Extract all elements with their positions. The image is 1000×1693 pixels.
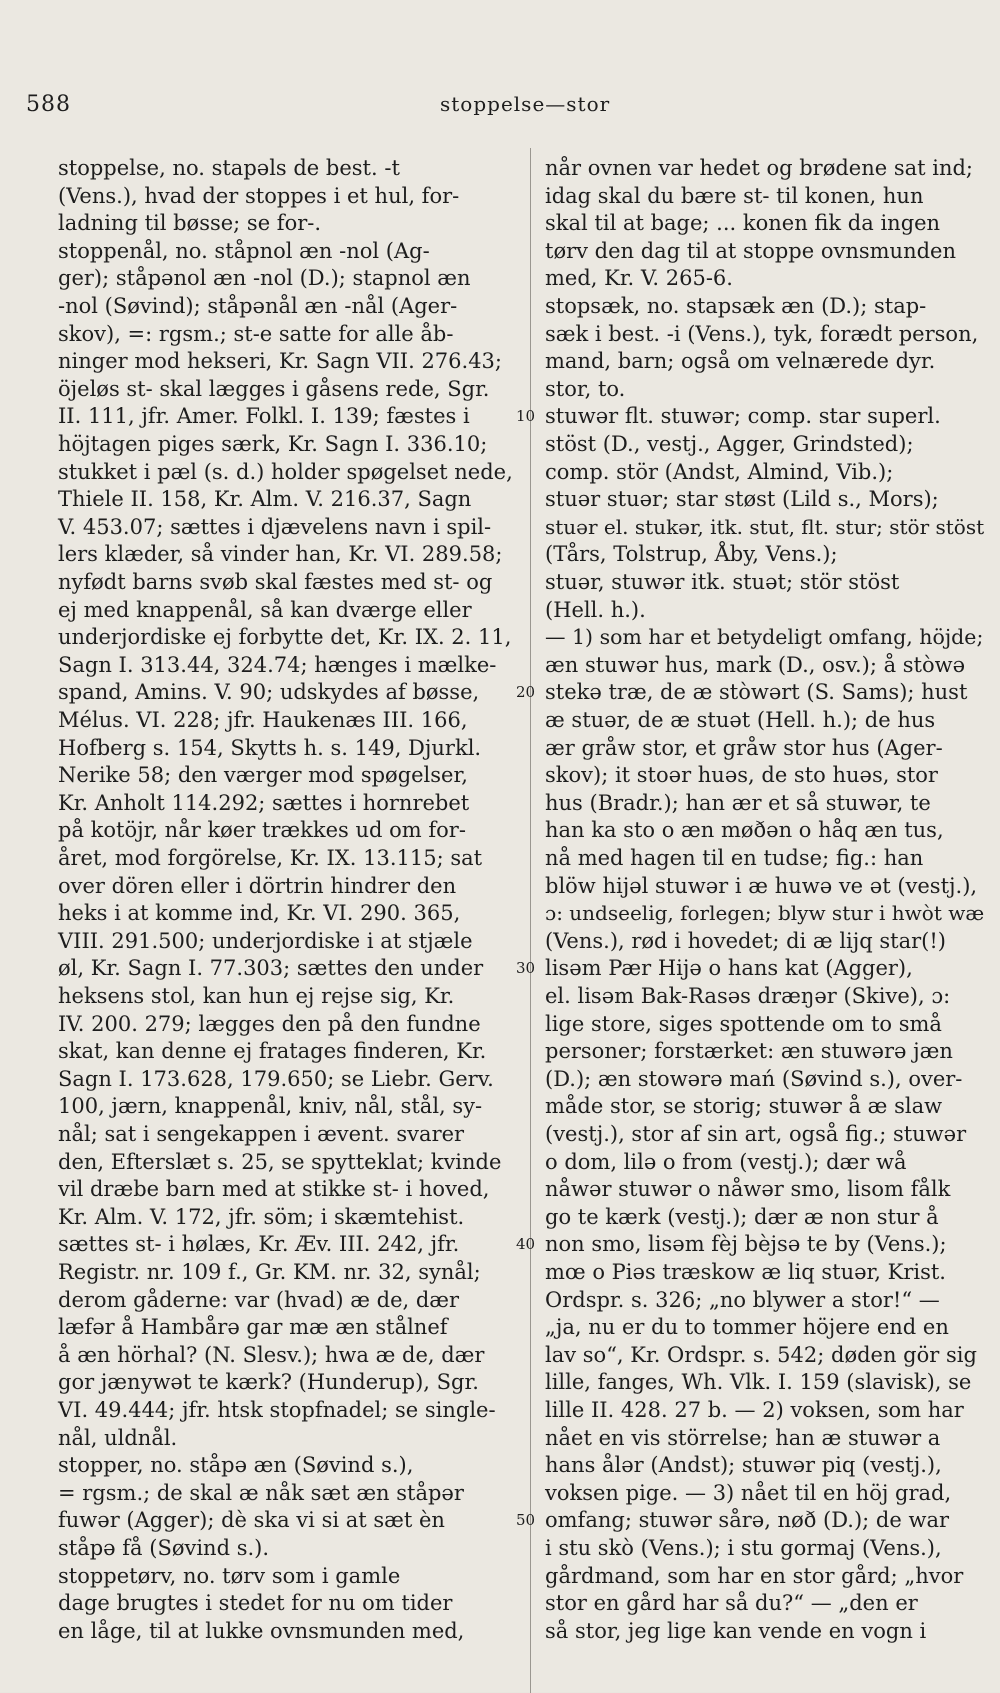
text-line: (Vens.), hvad der stoppes i et hul, for- bbox=[58, 183, 460, 208]
line-number: 10 bbox=[516, 407, 536, 426]
text-line: non smo, lisəm fèj bèjsə te by (Vens.); bbox=[545, 1232, 947, 1257]
left-column bbox=[58, 152, 518, 1652]
column-divider bbox=[530, 148, 531, 1693]
text-line: omfang; stuwər sårə, nøð (D.); de war bbox=[545, 1508, 950, 1533]
line-number: 40 bbox=[516, 1235, 536, 1254]
text-line: II. 111, jfr. Amer. Folkl. I. 139; fæstes i bbox=[58, 404, 470, 429]
text-line: = rgsm.; de skal æ nåk sæt æn ståpər bbox=[58, 1480, 464, 1505]
text-line: o dom, lilə o from (vestj.); dær wå bbox=[545, 1149, 907, 1174]
text-line: stoppetørv, no. tørv som i gamle bbox=[58, 1563, 401, 1588]
text-line: ær gråw stor, et gråw stor hus (Ager- bbox=[545, 735, 943, 760]
text-line: lille, fanges, Wh. Vlk. I. 159 (slavisk), se bbox=[545, 1370, 972, 1395]
text-line: (Hell. h.). bbox=[545, 597, 646, 622]
text-line: gårdmand, som har en stor gård; „hvor bbox=[545, 1563, 964, 1588]
text-line: Hofberg s. 154, Skytts h. s. 149, Djurkl. bbox=[58, 735, 482, 760]
text-line: Nerike 58; den værger mod spøgelser, bbox=[58, 763, 468, 788]
text-line: læfər å Hambårə gar mæ æn stålnef bbox=[58, 1315, 448, 1340]
text-line: (Vens.), rød i hovedet; di æ lijq star(!) bbox=[545, 928, 946, 953]
text-line: stopsæk, no. stapsæk æn (D.); stap- bbox=[545, 294, 927, 318]
text-line: stuər, stuwər itk. stuət; stör stöst bbox=[545, 570, 900, 594]
text-line: öjeløs st- skal lægges i gåsens rede, Sgr. bbox=[58, 376, 490, 401]
page-number: 588 bbox=[26, 92, 71, 117]
text-line: vil dræbe barn med at stikke st- i hoved, bbox=[58, 1177, 490, 1202]
text-line: dage brugtes i stedet for nu om tider bbox=[58, 1591, 453, 1616]
text-line: nål; sat i sengekappen i ævent. svarer bbox=[58, 1122, 465, 1146]
text-line: (vestj.), stor af sin art, også fig.; stuwər bbox=[545, 1122, 967, 1146]
text-line: ger); ståpənol æn -nol (D.); stapnol æn bbox=[58, 266, 471, 291]
text-line: mœ o Piəs træskow æ liq stuər, Krist. bbox=[545, 1260, 946, 1284]
text-line: lisəm Pær Hijə o hans kat (Agger), bbox=[545, 956, 913, 981]
text-line: Kr. Anholt 114.292; sættes i hornrebet bbox=[58, 790, 470, 815]
text-line: lille II. 428. 27 b. — 2) voksen, som har bbox=[545, 1398, 964, 1422]
text-line: V. 453.07; sættes i djævelens navn i spil- bbox=[58, 514, 492, 539]
text-line: gor jænywət te kærk? (Hunderup), Sgr. bbox=[58, 1370, 479, 1395]
text-line: Registr. nr. 109 f., Gr. KM. nr. 32, synål; bbox=[58, 1260, 481, 1284]
text-line: go te kærk (vestj.); dær æ non stur å bbox=[545, 1204, 939, 1229]
text-line: stuər el. stukər, itk. stut, flt. stur; stör stöst bbox=[545, 514, 985, 539]
text-line: stor, to. bbox=[545, 376, 626, 401]
text-line: — 1) som har et betydeligt omfang, höjde; bbox=[545, 625, 984, 650]
text-line: heks i at komme ind, Kr. VI. 290. 365, bbox=[58, 901, 461, 926]
text-line: stopper, no. ståpə æn (Søvind s.), bbox=[58, 1453, 414, 1478]
text-line: Thiele II. 158, Kr. Alm. V. 216.37, Sagn bbox=[58, 487, 472, 512]
text-line: höjtagen piges særk, Kr. Sagn I. 336.10; bbox=[58, 432, 488, 456]
text-line: lav so“, Kr. Ordspr. s. 542; døden gör sig bbox=[545, 1342, 977, 1367]
line-number: 30 bbox=[516, 959, 536, 978]
text-line: (D.); æn stowərə mań (Søvind s.), over- bbox=[545, 1066, 963, 1091]
text-line: hus (Bradr.); han ær et så stuwər, te bbox=[545, 790, 931, 815]
text-line: nyfødt barns svøb skal fæstes med st- og bbox=[58, 570, 493, 594]
text-line: blöw hijəl stuwər i æ huwə ve ət (vestj.), bbox=[545, 873, 978, 898]
text-line: med, Kr. V. 265-6. bbox=[545, 266, 733, 291]
text-line: øl, Kr. Sagn I. 77.303; sættes den under bbox=[58, 956, 484, 981]
text-line: VIII. 291.500; underjordiske i at stjæle bbox=[58, 928, 473, 953]
text-line: heksens stol, kan hun ej rejse sig, Kr. bbox=[58, 984, 455, 1008]
text-line: VI. 49.444; jfr. htsk stopfnadel; se single- bbox=[58, 1398, 496, 1422]
text-line: ej med knappenål, så kan dværge eller bbox=[58, 597, 472, 622]
text-line: stoppelse, no. stapəls de best. -t bbox=[58, 156, 400, 180]
text-line: året, mod forgörelse, Kr. IX. 13.115; sat bbox=[58, 846, 483, 870]
right-column bbox=[545, 152, 985, 1652]
text-line: lige store, siges spottende om to små bbox=[545, 1011, 942, 1036]
text-line: lers klæder, så vinder han, Kr. VI. 289.58; bbox=[58, 542, 503, 567]
text-line: på kotöjr, når køer trækkes ud om for- bbox=[58, 818, 466, 843]
text-line: æn stuwər hus, mark (D., osv.); å stòwə bbox=[545, 652, 966, 677]
text-line: skat, kan denne ej fratages finderen, Kr. bbox=[58, 1039, 487, 1064]
text-line: skov); it stoər huəs, de sto huəs, stor bbox=[545, 763, 938, 788]
page-header bbox=[0, 92, 1000, 122]
text-line: stekə træ, de æ stòwərt (S. Sams); hust bbox=[545, 680, 968, 705]
text-line: stor en gård har så du?“ — „den er bbox=[545, 1591, 918, 1616]
text-line: ninger mod hekseri, Kr. Sagn VII. 276.43; bbox=[58, 349, 502, 374]
text-line: over dören eller i dörtrin hindrer den bbox=[58, 873, 457, 898]
running-head: stoppelse—stor bbox=[440, 92, 611, 116]
text-line: han ka sto o æn møðən o håq æn tus, bbox=[545, 818, 944, 843]
text-line: nåwər stuwər o nåwər smo, lisom fålk bbox=[545, 1177, 951, 1202]
text-line: stukket i pæl (s. d.) holder spøgelset nede, bbox=[58, 459, 513, 484]
text-line: sæk i best. -i (Vens.), tyk, forædt person, bbox=[545, 321, 979, 346]
text-line: „ja, nu er du to tommer höjere end en bbox=[545, 1315, 949, 1340]
text-line: skal til at bage; ... konen fik da ingen bbox=[545, 211, 941, 236]
text-line: voksen pige. — 3) nået til en höj grad, bbox=[545, 1480, 952, 1505]
text-line: personer; forstærket: æn stuwərə jæn bbox=[545, 1039, 953, 1064]
text-line: Kr. Alm. V. 172, jfr. söm; i skæmtehist. bbox=[58, 1204, 465, 1229]
text-line: fuwər (Agger); dè ska vi si at sæt èn bbox=[58, 1508, 445, 1533]
text-line: en låge, til at lukke ovnsmunden med, bbox=[58, 1618, 465, 1643]
text-line: æ stuər, de æ stuət (Hell. h.); de hus bbox=[545, 708, 936, 732]
text-line: den, Efterslæt s. 25, se spytteklat; kvinde bbox=[58, 1149, 502, 1174]
text-line: idag skal du bære st- til konen, hun bbox=[545, 183, 924, 208]
text-line: comp. stör (Andst, Almind, Vib.); bbox=[545, 459, 894, 484]
text-line: nået en vis störrelse; han æ stuwər a bbox=[545, 1425, 941, 1450]
text-line: stuər stuər; star støst (Lild s., Mors); bbox=[545, 487, 939, 512]
text-line: skov), =: rgsm.; st-e satte for alle åb- bbox=[58, 321, 454, 346]
text-line: Mélus. VI. 228; jfr. Haukenæs III. 166, bbox=[58, 708, 468, 732]
text-line: hans ålər (Andst); stuwər piq (vestj.), bbox=[545, 1453, 942, 1478]
text-line: stöst (D., vestj., Agger, Grindsted); bbox=[545, 432, 914, 456]
text-line: derom gåderne: var (hvad) æ de, dær bbox=[58, 1287, 460, 1312]
text-line: underjordiske ej forbytte det, Kr. IX. 2. 11, bbox=[58, 625, 512, 650]
text-line: Sagn I. 173.628, 179.650; se Liebr. Gerv. bbox=[58, 1066, 494, 1091]
text-line: el. lisəm Bak-Rasəs dræŋər (Skive), ɔ: bbox=[545, 984, 951, 1008]
text-line: -nol (Søvind); ståpənål æn -nål (Ager- bbox=[58, 294, 458, 318]
text-line: Sagn I. 313.44, 324.74; hænges i mælke- bbox=[58, 652, 497, 677]
text-line: mand, barn; også om velnærede dyr. bbox=[545, 349, 936, 374]
text-line: (Tårs, Tolstrup, Åby, Vens.); bbox=[545, 542, 838, 567]
text-line: når ovnen var hedet og brødene sat ind; bbox=[545, 156, 974, 180]
text-line: ståpə få (Søvind s.). bbox=[58, 1536, 270, 1560]
text-line: så stor, jeg lige kan vende en vogn i bbox=[545, 1618, 927, 1643]
text-line: 100, jærn, knappenål, kniv, nål, stål, sy- bbox=[58, 1094, 483, 1119]
text-line: stoppenål, no. ståpnol æn -nol (Ag- bbox=[58, 238, 430, 263]
text-line: spand, Amins. V. 90; udskydes af bøsse, bbox=[58, 680, 480, 705]
text-line: tørv den dag til at stoppe ovnsmunden bbox=[545, 238, 957, 263]
line-number: 50 bbox=[516, 1511, 536, 1530]
text-line: Ordspr. s. 326; „no blywer a stor!“ — bbox=[545, 1287, 940, 1312]
text-line: stuwər flt. stuwər; comp. star superl. bbox=[545, 404, 941, 429]
line-number: 20 bbox=[516, 683, 536, 702]
text-line: sættes st- i hølæs, Kr. Æv. III. 242, jfr. bbox=[58, 1232, 460, 1257]
text-line: nål, uldnål. bbox=[58, 1425, 178, 1450]
text-line: nå med hagen til en tudse; fig.: han bbox=[545, 846, 924, 870]
text-line: IV. 200. 279; lægges den på den fundne bbox=[58, 1011, 481, 1036]
text-line: å æn hörhal? (N. Slesv.); hwa æ de, dær bbox=[58, 1342, 485, 1367]
text-line: måde stor, se storig; stuwər å æ slaw bbox=[545, 1094, 943, 1119]
text-line: ɔ: undseelig, forlegen; blyw stur i hwòt wæ bbox=[545, 901, 985, 926]
text-line: i stu skò (Vens.); i stu gormaj (Vens.), bbox=[545, 1536, 942, 1560]
text-line: ladning til bøsse; se for-. bbox=[58, 211, 322, 236]
